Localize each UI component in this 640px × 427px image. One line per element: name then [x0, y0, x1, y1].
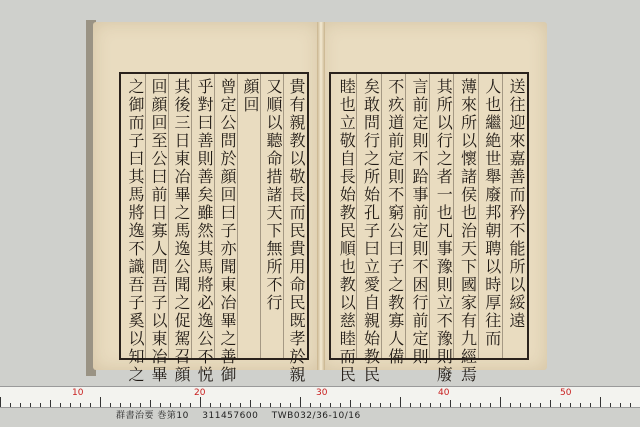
- ruler-tick: [630, 403, 631, 407]
- caption-code: TWB032/36-10/16: [271, 411, 361, 421]
- open-book: [93, 22, 549, 384]
- ruler-tick: [90, 403, 91, 407]
- caption-id: 311457600: [202, 411, 259, 421]
- column-rule: [453, 74, 454, 358]
- column-rule: [260, 74, 261, 358]
- ruler-tick: [40, 403, 41, 407]
- column-rule: [502, 74, 503, 358]
- ruler-tick: [150, 400, 151, 407]
- archive-caption: [116, 408, 361, 421]
- right-page: [321, 22, 547, 384]
- left-column: 貴有親教以敬長而民貴用命民既孝於親: [287, 78, 306, 384]
- ruler-tick: [220, 403, 221, 407]
- ruler-tick: [510, 403, 511, 407]
- ruler-tick: [280, 403, 281, 407]
- measurement-ruler: [0, 386, 640, 408]
- ruler-tick: [430, 403, 431, 407]
- ruler-tick: [470, 403, 471, 407]
- book-spine: [317, 22, 325, 370]
- ruler-tick: [320, 403, 321, 407]
- column-rule: [145, 74, 146, 358]
- ruler-tick: [560, 403, 561, 407]
- ruler-tick: [350, 400, 351, 407]
- column-rule: [168, 74, 169, 358]
- ruler-tick: [170, 403, 171, 407]
- ruler-tick: [420, 403, 421, 407]
- right-column: 薄來所以懷諸侯也治天下國家有九經焉: [458, 78, 478, 384]
- column-rule: [214, 74, 215, 358]
- ruler-tick: [440, 403, 441, 407]
- ruler-tick: [410, 403, 411, 407]
- left-page: [93, 22, 319, 384]
- ruler-tick: [190, 403, 191, 407]
- ruler-tick: [140, 403, 141, 407]
- ruler-tick: [450, 400, 451, 407]
- ruler-tick: [200, 397, 201, 407]
- ruler-tick: [70, 403, 71, 407]
- right-column: 不疚道前定則不窮公曰子之教寡人備: [385, 78, 405, 366]
- column-rule: [356, 74, 357, 358]
- column-rule: [478, 74, 479, 358]
- ruler-tick: [500, 397, 501, 407]
- ruler-tick: [20, 403, 21, 407]
- column-rule: [191, 74, 192, 358]
- ruler-tick: [490, 403, 491, 407]
- right-column: 送往迎來嘉善而矜不能所以綏遠: [507, 78, 526, 330]
- ruler-number: 50: [560, 388, 572, 398]
- ruler-tick: [180, 403, 181, 407]
- ruler-tick: [610, 403, 611, 407]
- ruler-tick: [240, 403, 241, 407]
- ruler-tick: [130, 403, 131, 407]
- ruler-number: 40: [438, 388, 450, 398]
- left-text-frame: [119, 72, 309, 384]
- ruler-tick: [110, 403, 111, 407]
- column-rule: [283, 74, 284, 358]
- left-column: 其後三日東冶畢之馬逸公聞之促駕召顔: [172, 78, 191, 384]
- left-column: 顔回: [241, 78, 260, 114]
- ruler-tick: [30, 403, 31, 407]
- ruler-tick: [270, 403, 271, 407]
- ruler-tick: [230, 403, 231, 407]
- ruler-tick: [260, 403, 261, 407]
- ruler-tick: [330, 403, 331, 407]
- ruler-tick: [460, 403, 461, 407]
- ruler-tick: [530, 403, 531, 407]
- left-column: 乎對曰善則善矣雖然其馬將必逸公不悦: [195, 78, 214, 384]
- ruler-tick: [50, 400, 51, 407]
- left-column: 曾定公問於顔回曰子亦聞東冶畢之善御: [218, 78, 237, 384]
- ruler-tick: [390, 403, 391, 407]
- ruler-tick: [550, 400, 551, 407]
- ruler-tick: [250, 400, 251, 407]
- ruler-tick: [160, 403, 161, 407]
- column-rule: [237, 74, 238, 358]
- ruler-number: 30: [316, 388, 328, 398]
- right-column: 言前定則不跲事前定則不困行前定則: [410, 78, 429, 366]
- ruler-tick: [10, 403, 11, 407]
- ruler-tick: [360, 403, 361, 407]
- ruler-tick: [600, 397, 601, 407]
- ruler-tick: [300, 397, 301, 407]
- ruler-tick: [60, 403, 61, 407]
- ruler-tick: [620, 403, 621, 407]
- ruler-tick: [540, 403, 541, 407]
- right-column: 人也繼絶世舉廢邦朝聘以時厚往而: [482, 78, 502, 348]
- ruler-tick: [340, 403, 341, 407]
- left-column: 又順以聽命措諸天下無所不行: [264, 78, 283, 312]
- ruler-tick: [480, 403, 481, 407]
- ruler-tick: [400, 397, 401, 407]
- ruler-tick: [0, 397, 1, 407]
- ruler-number: 10: [72, 388, 84, 398]
- right-column: 矣敢問行之所始孔子曰立愛自親始教民: [361, 78, 381, 384]
- ruler-tick: [120, 403, 121, 407]
- ruler-tick: [570, 403, 571, 407]
- right-column: 其所以行之者一也凡事豫則立不豫則廢: [434, 78, 454, 384]
- right-column: 睦也立敬自長始教民順也教以慈睦而民: [337, 78, 357, 384]
- ruler-tick: [580, 403, 581, 407]
- ruler-tick: [290, 403, 291, 407]
- ruler-tick: [310, 403, 311, 407]
- ruler-tick: [210, 403, 211, 407]
- ruler-tick: [80, 403, 81, 407]
- column-rule: [405, 74, 406, 358]
- left-column: 回顔回至公曰前日寡人問吾子以東冶畢: [149, 78, 168, 384]
- ruler-tick: [520, 403, 521, 407]
- column-rule: [381, 74, 382, 358]
- ruler-tick: [100, 397, 101, 407]
- left-column: 之御而子曰其馬將逸不識吾子奚以知之: [126, 78, 145, 384]
- ruler-tick: [370, 403, 371, 407]
- ruler-number: 20: [194, 388, 206, 398]
- ruler-tick: [380, 403, 381, 407]
- right-text-frame: [329, 72, 529, 384]
- ruler-tick: [590, 403, 591, 407]
- caption-title: 群書治要 巻第10: [116, 411, 189, 421]
- column-rule: [429, 74, 430, 358]
